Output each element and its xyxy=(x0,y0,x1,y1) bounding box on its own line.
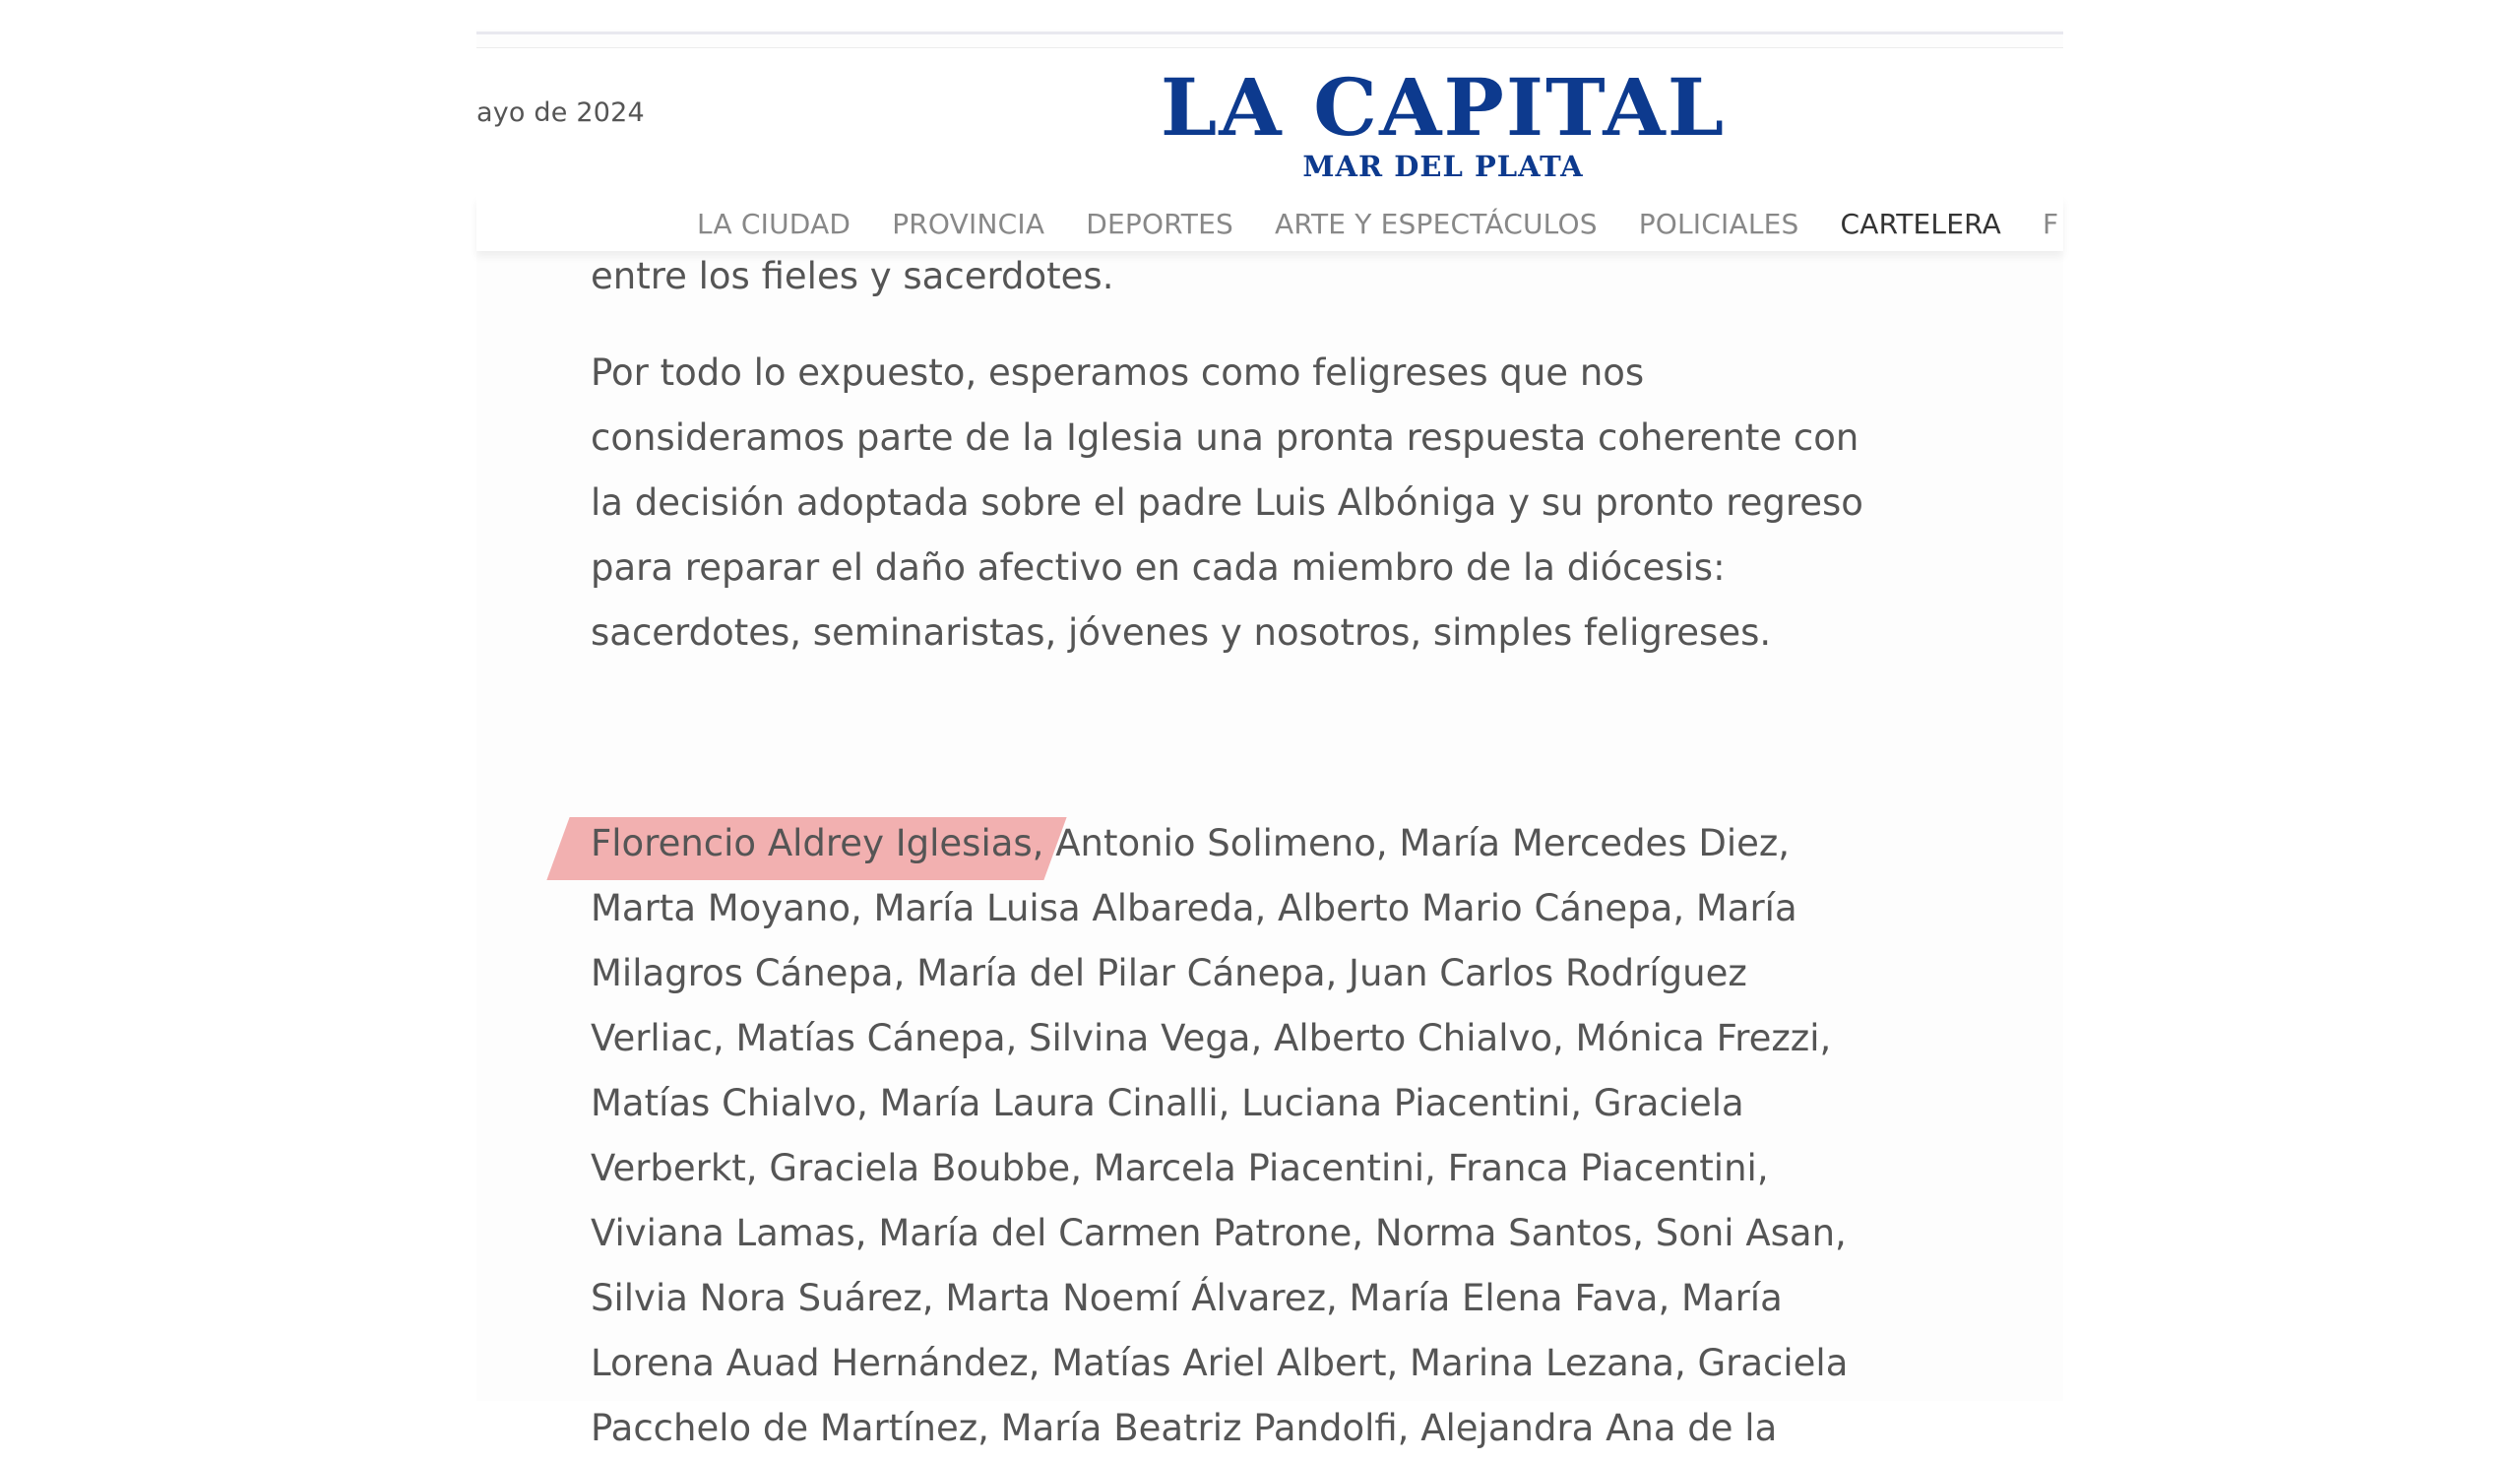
highlighted-name: Florencio Aldrey Iglesias, xyxy=(591,822,1044,864)
nav-item-truncated[interactable]: F xyxy=(2042,208,2059,240)
logo-title: LA CAPITAL xyxy=(1160,61,1727,154)
signers-line: Verberkt, Graciela Boubbe, Marcela Piacentini, Franca Piacentini, xyxy=(591,1147,1769,1189)
signers-line: Verliac, Matías Cánepa, Silvina Vega, Alberto Chialvo, Mónica Frezzi, xyxy=(591,1017,1832,1059)
nav-item-la-ciudad[interactable]: LA CIUDAD xyxy=(697,208,851,240)
signers-line: Marta Moyano, María Luisa Albareda, Alberto Mario Cánepa, María xyxy=(591,887,1797,929)
main-nav xyxy=(476,196,2063,251)
paragraph-cut-line: entre los fieles y sacerdotes. xyxy=(591,255,1114,297)
nav-item-deportes[interactable]: DEPORTES xyxy=(1086,208,1233,240)
logo-subtitle: MAR DEL PLATA xyxy=(1302,150,1584,183)
signers-text: Antonio Solimeno, María Mercedes Diez, xyxy=(1043,822,1791,864)
signers-line: Viviana Lamas, María del Carmen Patrone, Norma Santos, Soni Asan, xyxy=(591,1212,1847,1254)
signers-line: Lorena Auad Hernández, Matías Ariel Albert, Marina Lezana, Graciela xyxy=(591,1342,1849,1384)
top-divider xyxy=(476,32,2063,34)
paragraph-line: para reparar el daño afectivo en cada miembro de la diócesis: xyxy=(591,546,1726,589)
signers-line: Pacchelo de Martínez, María Beatriz Pandolfi, Alejandra Ana de la xyxy=(591,1407,1778,1449)
signers-line xyxy=(591,811,1870,876)
signers-line: Matías Chialvo, María Laura Cinalli, Luciana Piacentini, Graciela xyxy=(591,1082,1744,1124)
nav-item-provincia[interactable]: PROVINCIA xyxy=(892,208,1045,240)
signers-line: Milagros Cánepa, María del Pilar Cánepa, Juan Carlos Rodríguez xyxy=(591,952,1747,994)
nav-item-policiales[interactable]: POLICIALES xyxy=(1638,208,1799,240)
nav-item-cartelera[interactable]: CARTELERA xyxy=(1840,208,2001,240)
paragraph-line: sacerdotes, seminaristas, jóvenes y nosotros, simples feligreses. xyxy=(591,611,1772,654)
signers-list xyxy=(591,811,1870,1461)
signers-line: Silvia Nora Suárez, Marta Noemí Álvarez, María Elena Fava, María xyxy=(591,1277,1783,1319)
site-logo[interactable] xyxy=(1118,61,1768,183)
nav-item-arte-y-espectaculos[interactable]: ARTE Y ESPECTÁCULOS xyxy=(1274,208,1598,240)
paragraph-line: consideramos parte de la Iglesia una pronta respuesta coherente con xyxy=(591,416,1859,459)
nav-items xyxy=(697,208,2058,240)
paragraph-line: Por todo lo expuesto, esperamos como feligreses que nos xyxy=(591,351,1645,394)
site-header xyxy=(476,48,2063,196)
paragraph-line: la decisión adoptada sobre el padre Luis Albóniga y su pronto regreso xyxy=(591,481,1863,524)
article-body xyxy=(591,244,1870,1461)
paragraph xyxy=(591,341,1870,666)
header-date: ayo de 2024 xyxy=(476,97,645,128)
